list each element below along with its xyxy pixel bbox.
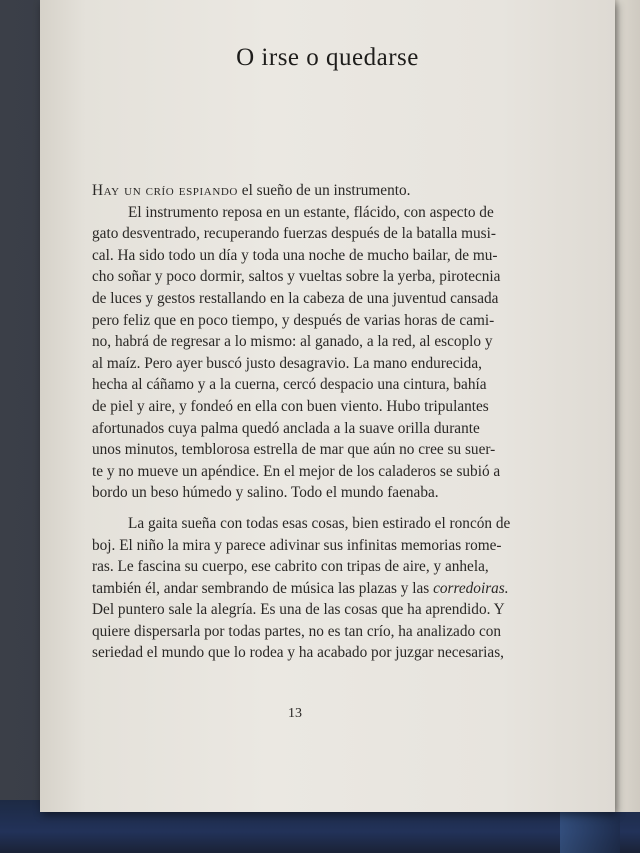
text-line: gato desventrado, recuperando fuerzas después de la batalla musi- bbox=[92, 225, 496, 243]
text-line: seriedad el mundo que lo rodea y ha acabado por juzgar necesarias, bbox=[92, 644, 504, 662]
text-line: quiere dispersarla por todas partes, no es tan crío, ha analizado con bbox=[92, 622, 502, 640]
fabric-stripe bbox=[560, 812, 620, 853]
text-line: al maíz. Pero ayer buscó justo desagravio. La mano endurecida, bbox=[92, 354, 482, 372]
text-line: ras. Le fascina su cuerpo, ese cabrito con tripas de aire, y anhela, bbox=[92, 558, 489, 576]
page-stack-edge bbox=[612, 0, 640, 812]
text-line: boj. El niño la mira y parece adivinar sus infinitas memorias rome- bbox=[92, 536, 502, 554]
page-number: 13 bbox=[288, 706, 302, 721]
text-line: de luces y gestos restallando en la cabeza de una juventud cansada bbox=[92, 289, 499, 307]
text-line: pero feliz que en poco tiempo, y después de varias horas de cami- bbox=[92, 311, 495, 329]
text-line: afortunados cuya palma quedó anclada a la suave orilla durante bbox=[92, 419, 480, 437]
text-line bbox=[92, 578, 532, 600]
text-line: Del puntero sale la alegría. Es una de las cosas que ha aprendido. Y bbox=[92, 601, 505, 619]
text-segment: también él, andar sembrando de música las plazas y las bbox=[92, 579, 434, 597]
text-line bbox=[92, 180, 532, 202]
text-line: El instrumento reposa en un estante, flácido, con aspecto de bbox=[128, 203, 494, 221]
paragraph-gap bbox=[92, 504, 532, 513]
body-text bbox=[92, 180, 532, 664]
text-line: unos minutos, temblorosa estrella de mar que aún no cree su suer- bbox=[92, 441, 496, 459]
text-line: no, habrá de regresar a lo mismo: al ganado, a la red, al escoplo y bbox=[92, 333, 493, 351]
lead-small-caps: Hay un crío espiando bbox=[92, 182, 238, 199]
text-line: cal. Ha sido todo un día y toda una noche de mucho bailar, de mu- bbox=[92, 246, 498, 264]
text-line: hecha al cáñamo y a la cuerna, cercó despacio una cintura, bahía bbox=[92, 376, 487, 394]
chapter-title: O irse o quedarse bbox=[236, 44, 419, 71]
italic-word: corredoiras. bbox=[433, 579, 509, 597]
lead-continuation: el sueño de un instrumento. bbox=[237, 182, 411, 199]
text-line: te y no mueve un apéndice. En el mejor de los caladeros se subió a bbox=[92, 462, 501, 480]
text-line: cho soñar y poco dormir, saltos y vueltas sobre la yerba, pirotecnia bbox=[92, 268, 501, 286]
text-line: de piel y aire, y fondeó en ella con buen viento. Hubo tripulantes bbox=[92, 397, 489, 415]
text-line: bordo un beso húmedo y salino. Todo el mundo faenaba. bbox=[92, 484, 439, 502]
text-line: La gaita sueña con todas esas cosas, bien estirado el roncón de bbox=[128, 514, 511, 532]
